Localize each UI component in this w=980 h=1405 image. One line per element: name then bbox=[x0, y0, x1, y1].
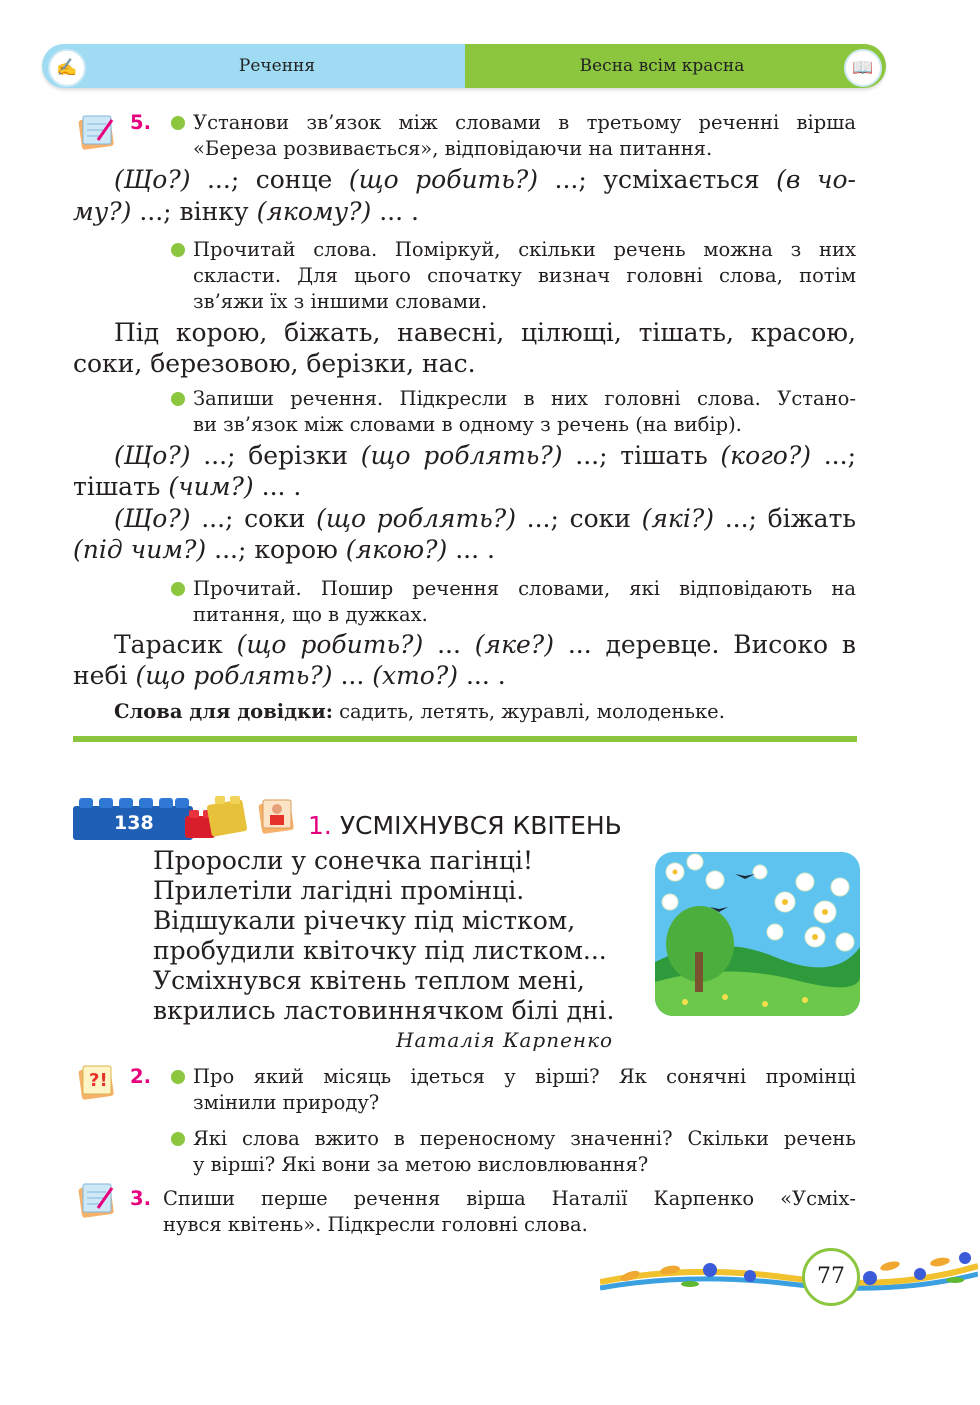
task-5-q1-line1: Установи зв’язок між словами в третьому реченні вірша bbox=[193, 111, 856, 134]
question-run: (що робить?) bbox=[348, 165, 555, 194]
sentence-line1 bbox=[114, 629, 856, 660]
reading-task-icon bbox=[256, 796, 298, 836]
question-run: (якою?) bbox=[345, 535, 456, 564]
question-run: (чим?) bbox=[168, 472, 262, 501]
task-5-q4-line1: Прочитай. Пошир речення словами, які відповідають на bbox=[193, 577, 856, 600]
text-run: Тарасик bbox=[114, 630, 237, 659]
question-run: (що роблять?) bbox=[360, 441, 576, 470]
words-line1: Під корою, біжать, навесні, цілющі, тішать, красою, bbox=[114, 318, 856, 347]
task-5-q4-line2: питання, що в дужках. bbox=[193, 603, 428, 626]
words-line2: соки, березовою, берізки, нас. bbox=[73, 349, 476, 378]
poem-line-2: Прилетіли лагідні промінці. bbox=[153, 876, 525, 905]
book-icon: 📖 bbox=[844, 49, 882, 87]
task-5-q1-line2: «Береза розвивається», відповідаючи на питання. bbox=[193, 137, 713, 160]
task-3-number: 3. bbox=[130, 1187, 151, 1210]
svg-text:?!: ?! bbox=[89, 1070, 108, 1091]
poem-line-4: пробудили квіточку під листком... bbox=[153, 936, 607, 965]
spring-landscape-illustration bbox=[655, 852, 860, 1016]
task-5-q2-line3: зв’яжи їх з іншими словами. bbox=[193, 290, 488, 313]
lesson-title: 1. УСМІХНУВСЯ КВІТЕНЬ bbox=[308, 811, 622, 840]
text-run: ... . bbox=[455, 535, 495, 564]
question-run: (що робить?) bbox=[236, 630, 438, 659]
text-run: ...; біжать bbox=[724, 504, 857, 533]
writing-task-icon bbox=[76, 112, 118, 152]
question-run: (в чо- bbox=[776, 165, 857, 194]
schema-2-line2 bbox=[73, 471, 301, 502]
bullet-icon bbox=[171, 582, 185, 596]
schema-1-line2 bbox=[73, 196, 419, 227]
text-run: ...; сонце bbox=[206, 165, 349, 194]
question-run: (Що?) bbox=[114, 441, 204, 470]
section-divider bbox=[73, 736, 857, 742]
lesson-lego-block bbox=[73, 796, 249, 844]
schema-3-line2 bbox=[73, 534, 495, 565]
text-run: тішать bbox=[73, 472, 169, 501]
question-run: (що роблять?) bbox=[316, 504, 527, 533]
question-run: (хто?) bbox=[372, 661, 466, 690]
hint-list: садить, летять, журавлі, молоденьке. bbox=[332, 700, 725, 723]
text-run: ... деревце. Високо в bbox=[567, 630, 856, 659]
task-2-q1-line2: змінили природу? bbox=[193, 1091, 380, 1114]
header-left-title: Речення bbox=[238, 56, 316, 76]
question-run: му?) bbox=[73, 197, 140, 226]
question-run: (під чим?) bbox=[73, 535, 215, 564]
task-2-number: 2. bbox=[130, 1065, 151, 1088]
task-2-q1-line1: Про який місяць ідеться у вірші? Як сонячні промінці bbox=[193, 1065, 856, 1088]
task-3-line1: Спиши перше речення вірша Наталії Карпенко «Усміх- bbox=[163, 1187, 856, 1210]
header-right-title: Весна всім красна bbox=[579, 56, 745, 76]
schema-1-line1 bbox=[114, 164, 856, 195]
schema-2-line1 bbox=[114, 440, 856, 471]
poem-author: Наталія Карпенко bbox=[396, 1028, 614, 1052]
schema-3-line1 bbox=[114, 503, 856, 534]
page-header bbox=[42, 44, 886, 88]
lesson-number: 138 bbox=[114, 812, 154, 834]
question-run: (яке?) bbox=[474, 630, 568, 659]
task-5-number: 5. bbox=[130, 111, 151, 134]
text-run: ...; соки bbox=[201, 504, 317, 533]
text-run: небі bbox=[73, 661, 136, 690]
text-run: ...; bbox=[823, 441, 856, 470]
poem-line-6: вкрились ластовиннячком білі дні. bbox=[153, 996, 615, 1025]
bullet-icon bbox=[171, 116, 185, 130]
poem-line-1: Проросли у сонечка пагінці! bbox=[153, 846, 534, 875]
bullet-icon bbox=[171, 1132, 185, 1146]
text-run: ...; соки bbox=[526, 504, 642, 533]
task-5-q3-line2: ви зв’язок між словами в одному з речень (на вибір). bbox=[193, 413, 742, 436]
bullet-icon bbox=[171, 392, 185, 406]
bullet-icon bbox=[171, 243, 185, 257]
question-run: (якому?) bbox=[256, 197, 380, 226]
text-run: ... bbox=[340, 661, 373, 690]
text-run: ... . bbox=[379, 197, 419, 226]
text-run: ... . bbox=[261, 472, 302, 501]
task-2-q2-line1: Які слова вжито в переносному значенні? Скільки речень bbox=[193, 1127, 856, 1150]
text-run: ... bbox=[437, 630, 475, 659]
poem-line-5: Усміхнувся квітень теплом мені, bbox=[153, 966, 585, 995]
text-run: ...; усміхається bbox=[554, 165, 777, 194]
poem-line-3: Відшукали річечку під містком, bbox=[153, 906, 576, 935]
task-5-q2-line2: скласти. Для цього спочатку визнач головні слова, потім bbox=[193, 264, 856, 287]
hint-words bbox=[114, 699, 725, 725]
question-run: (Що?) bbox=[114, 504, 202, 533]
pen-icon: ✍ bbox=[48, 49, 86, 87]
thinking-task-icon bbox=[76, 1062, 118, 1102]
sentence-line2 bbox=[73, 660, 506, 691]
writing-task-icon bbox=[76, 1180, 118, 1220]
text-run: ...; корою bbox=[214, 535, 346, 564]
floral-wreath-decoration bbox=[600, 1244, 978, 1304]
question-run: (Що?) bbox=[114, 165, 207, 194]
text-run: ...; тішать bbox=[575, 441, 721, 470]
text-run: ...; берізки bbox=[203, 441, 361, 470]
page-number: 77 bbox=[802, 1248, 860, 1306]
question-run: (що роблять?) bbox=[135, 661, 341, 690]
text-run: ...; вінку bbox=[139, 197, 257, 226]
hint-label: Слова для довідки: bbox=[114, 700, 333, 723]
task-2-q2-line2: у вірші? Які вони за метою висловлювання? bbox=[193, 1153, 649, 1176]
bullet-icon bbox=[171, 1070, 185, 1084]
question-run: (кого?) bbox=[720, 441, 824, 470]
task-5-q2-line1: Прочитай слова. Поміркуй, скільки речень можна з них bbox=[193, 238, 856, 261]
task-5-q3-line1: Запиши речення. Підкресли в них головні слова. Устано- bbox=[193, 387, 856, 410]
text-run: ... . bbox=[465, 661, 506, 690]
task-3-line2: нувся квітень». Підкресли головні слова. bbox=[163, 1213, 588, 1236]
question-run: (які?) bbox=[641, 504, 725, 533]
